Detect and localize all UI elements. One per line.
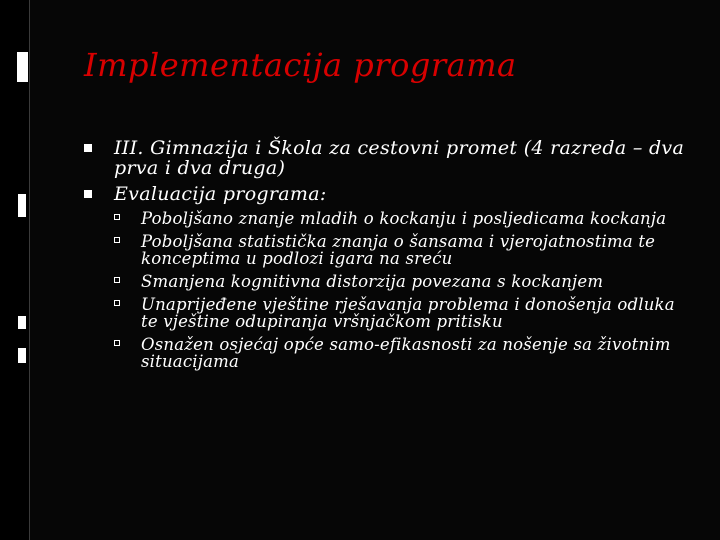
sub-bullet-text: Osnažen osjećaj opće samo-efikasnosti za nošenje sa životnim situacijama — [141, 335, 671, 371]
slide-title: Implementacija programa — [84, 46, 517, 84]
square-bullet-icon — [84, 144, 92, 152]
sub-bullet-item — [84, 273, 694, 290]
sub-bullet-item — [84, 336, 694, 370]
bullet-item — [84, 184, 694, 204]
sub-bullet-text: Smanjena kognitivna distorzija povezana s kockanjem — [141, 272, 604, 291]
sub-bullet-text: Poboljšana statistička znanja o šansama i vjerojatnostima te konceptima u podlozi igara na sreću — [141, 232, 656, 268]
hollow-square-bullet-icon — [114, 340, 120, 346]
slide-content — [84, 138, 694, 376]
hollow-square-bullet-icon — [114, 300, 120, 306]
title-marker-bar — [17, 52, 28, 82]
bullet-text: III. Gimnazija i Škola za cestovni promet (4 razreda – dva prva i dva druga) — [114, 137, 685, 179]
decorative-marker-bar — [18, 316, 26, 329]
decorative-marker-bar — [18, 348, 26, 363]
hollow-square-bullet-icon — [114, 237, 120, 243]
decorative-marker-bar — [18, 194, 26, 217]
bullet-text: Evaluacija programa: — [114, 183, 327, 205]
sub-bullet-item — [84, 233, 694, 267]
sub-bullet-list — [84, 210, 694, 370]
sub-bullet-text: Unaprijeđene vještine rješavanja problema i donošenja odluka te vještine odupiranja vršnjačkom pritisku — [141, 295, 675, 331]
sub-bullet-text: Poboljšano znanje mladih o kockanju i posljedicama kockanja — [141, 209, 667, 228]
hollow-square-bullet-icon — [114, 277, 120, 283]
sub-bullet-item — [84, 210, 694, 227]
sub-bullet-item — [84, 296, 694, 330]
bullet-item — [84, 138, 694, 178]
hollow-square-bullet-icon — [114, 214, 120, 220]
square-bullet-icon — [84, 190, 92, 198]
